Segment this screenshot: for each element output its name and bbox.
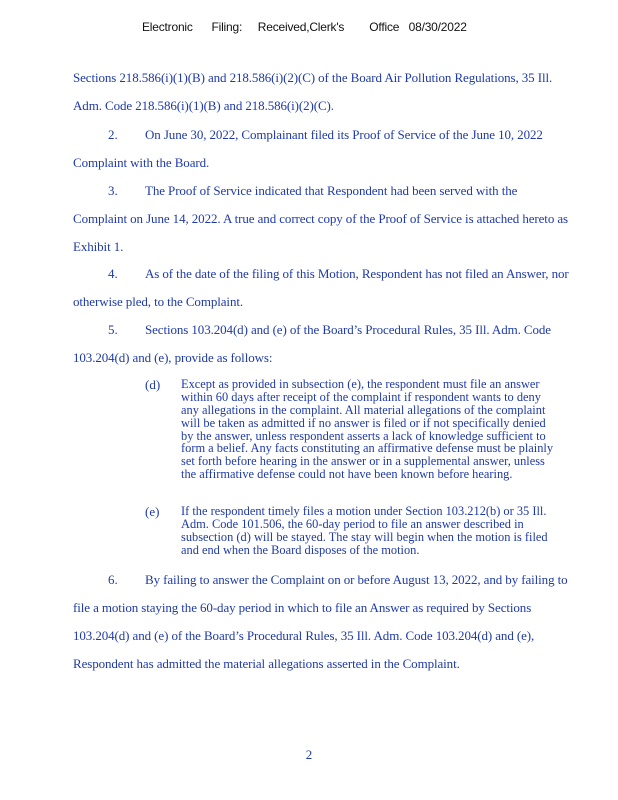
body-line: On June 30, 2022, Complainant filed its Proof of Service of the June 10, 2022 (145, 127, 543, 142)
body-line: Exhibit 1. (73, 239, 124, 254)
subsection-d-text (181, 378, 591, 481)
subsection-d-line: by the answer, unless respondent asserts a lack of knowledge sufficient to (181, 428, 546, 443)
subsection-e-label: (e) (145, 504, 160, 519)
body-line: otherwise pled, to the Complaint. (73, 294, 244, 309)
body-line: Respondent has admitted the material allegations asserted in the Complaint. (73, 656, 460, 671)
body-line: As of the date of the filing of this Motion, Respondent has not filed an Answer, nor (145, 266, 569, 281)
subsection-e-line: and end when the Board disposes of the motion. (181, 542, 420, 557)
electronic-filing-header: Electronic Filing: Received,Clerk's Office 08/30/2022 (142, 20, 467, 34)
body-line: file a motion staying the 60-day period in which to file an Answer as required by Sections (73, 600, 532, 615)
body-line: Sections 103.204(d) and (e) of the Board’s Procedural Rules, 35 Ill. Adm. Code (145, 322, 551, 337)
paragraph-number: 5. (108, 322, 118, 337)
subsection-d-line: any allegations in the complaint. All material allegations of the complaint (181, 402, 546, 417)
page-number: 2 (305, 747, 313, 762)
body-line: Complaint on June 14, 2022. A true and correct copy of the Proof of Service is attached hereto as (73, 211, 568, 226)
subsection-e-line: Adm. Code 101.506, the 60-day period to file an answer described in (181, 516, 524, 531)
subsection-d-line: set forth before hearing in the answer or in a supplemental answer, unless (181, 454, 545, 469)
subsection-e-line: subsection (d) will be stayed. The stay will begin when the motion is filed (181, 529, 548, 544)
paragraph-number: 2. (108, 127, 118, 142)
body-line: Sections 218.586(i)(1)(B) and 218.586(i)(2)(C) of the Board Air Pollution Regulations, 35 Ill. (73, 70, 553, 85)
subsection-d-label: (d) (145, 377, 161, 392)
body-line: By failing to answer the Complaint on or before August 13, 2022, and by failing to (145, 572, 568, 587)
subsection-d-line: the affirmative defense could not have been known before hearing. (181, 467, 513, 482)
body-line: The Proof of Service indicated that Respondent had been served with the (145, 183, 518, 198)
subsection-d-line: will be taken as admitted if no answer is filed or if not specifically denied (181, 415, 546, 430)
paragraph-number: 4. (108, 266, 118, 281)
body-line: 103.204(d) and (e), provide as follows: (73, 350, 273, 365)
body-line: 103.204(d) and (e) of the Board’s Procedural Rules, 35 Ill. Adm. Code 103.204(d) and (e), (73, 628, 535, 643)
paragraph-number: 6. (108, 572, 118, 587)
paragraph-number: 3. (108, 183, 118, 198)
body-line: Complaint with the Board. (73, 155, 210, 170)
body-line: Adm. Code 218.586(i)(1)(B) and 218.586(i)(2)(C). (73, 98, 334, 113)
subsection-d-line: Except as provided in subsection (e), the respondent must file an answer (181, 377, 540, 391)
subsection-d-line: form a belief. Any facts constituting an affirmative defense must be plainly (181, 441, 554, 456)
subsection-d-line: within 60 days after receipt of the complaint if respondent wants to deny (181, 389, 541, 404)
subsection-e-text (181, 505, 591, 557)
subsection-e-line: If the respondent timely files a motion under Section 103.212(b) or 35 Ill. (181, 504, 547, 518)
